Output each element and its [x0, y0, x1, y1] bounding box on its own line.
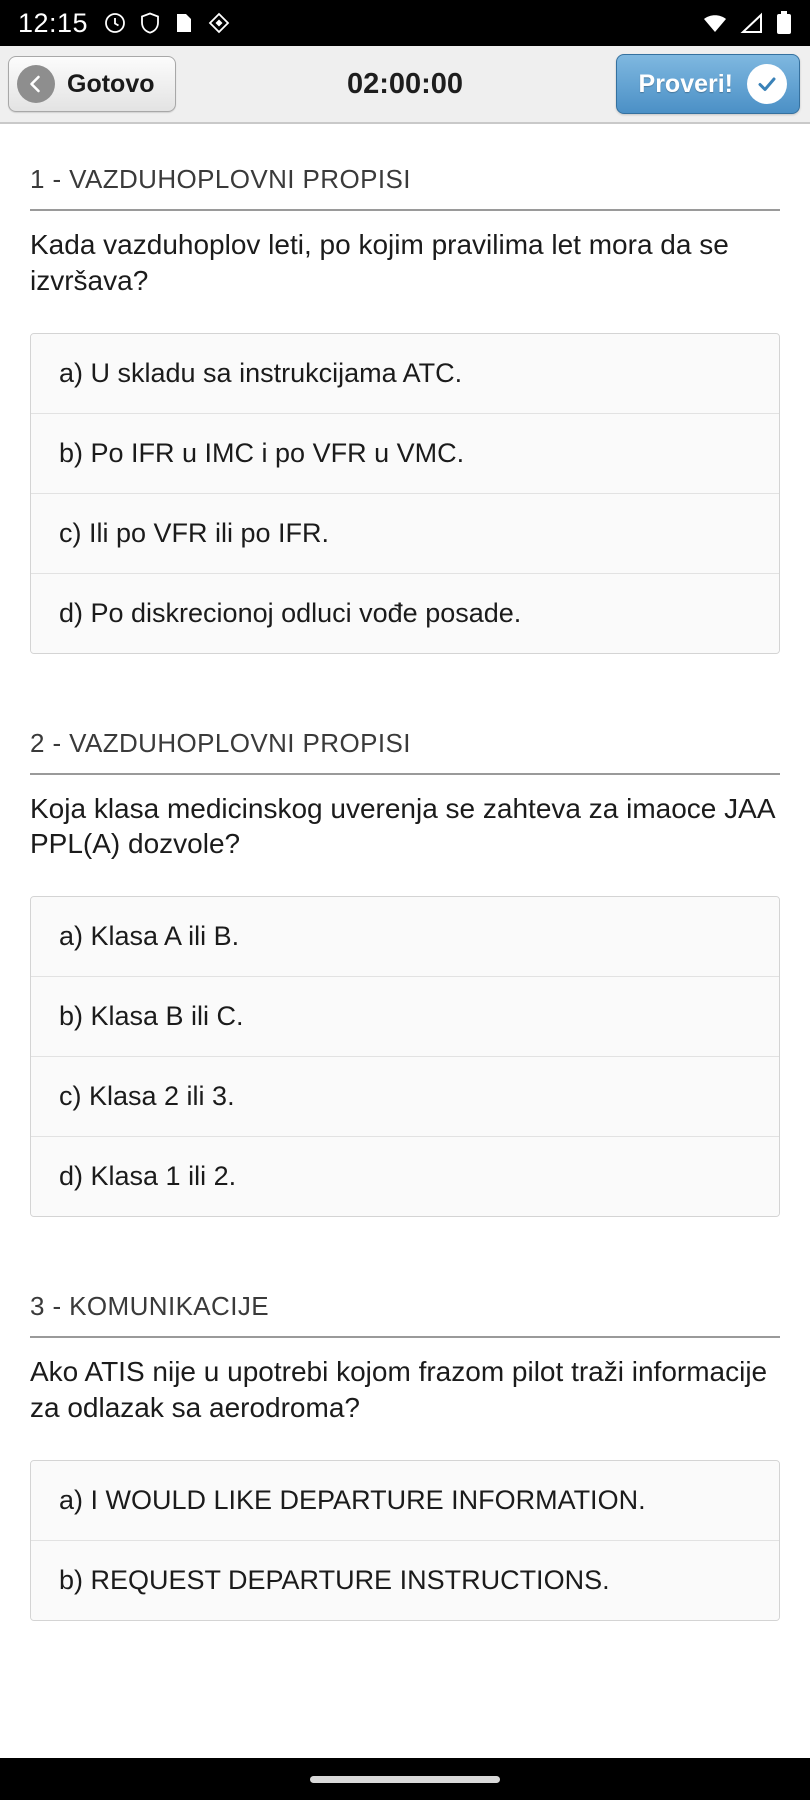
app-toolbar [0, 46, 810, 124]
question-header: 3 - KOMUNIKACIJE [30, 1291, 780, 1338]
question-block [30, 164, 780, 654]
question-block [30, 1291, 780, 1621]
answer-option[interactable]: a) I WOULD LIKE DEPARTURE INFORMATION. [31, 1461, 779, 1541]
exam-timer: 02:00:00 [346, 67, 464, 100]
arrow-left-icon [17, 65, 55, 103]
answer-option[interactable]: d) Po diskrecionoj odluci vođe posade. [31, 574, 779, 653]
question-text: Kada vazduhoplov leti, po kojim pravilima let mora da se izvršava? [30, 229, 729, 296]
status-bar [0, 0, 810, 46]
signal-icon [740, 12, 764, 34]
question-header: 1 - VAZDUHOPLOVNI PROPISI [30, 164, 780, 211]
status-right-icons [702, 11, 792, 35]
checkmark-icon [747, 64, 787, 104]
question-header: 2 - VAZDUHOPLOVNI PROPISI [30, 728, 780, 775]
answer-options[interactable] [30, 896, 780, 1217]
answer-option[interactable]: d) Klasa 1 ili 2. [31, 1137, 779, 1216]
section-spacer [30, 672, 780, 728]
check-button-label: Proveri! [638, 69, 733, 98]
section-spacer [30, 1235, 780, 1291]
home-gesture-pill[interactable] [310, 1776, 500, 1783]
question-text: Koja klasa medicinskog uverenja se zahteva za imaoce JAA PPL(A) dozvole? [30, 792, 774, 860]
shield-icon [140, 12, 160, 34]
status-clock: 12:15 [18, 7, 89, 38]
answer-options[interactable] [30, 333, 780, 654]
done-button-label: Gotovo [67, 69, 155, 98]
diamond-icon [208, 12, 230, 34]
answer-options[interactable] [30, 1460, 780, 1621]
check-button[interactable] [616, 54, 800, 114]
status-left-icons [104, 12, 230, 34]
battery-icon [776, 11, 792, 35]
questions-list[interactable] [0, 124, 810, 1758]
done-button[interactable] [8, 56, 176, 112]
wifi-icon [702, 12, 728, 34]
answer-option[interactable]: b) REQUEST DEPARTURE INSTRUCTIONS. [31, 1541, 779, 1620]
answer-option[interactable]: a) Klasa A ili B. [31, 897, 779, 977]
question-block [30, 728, 780, 1218]
answer-option[interactable]: b) Klasa B ili C. [31, 977, 779, 1057]
answer-option[interactable]: b) Po IFR u IMC i po VFR u VMC. [31, 414, 779, 494]
system-navigation-bar [0, 1758, 810, 1800]
answer-option[interactable]: c) Klasa 2 ili 3. [31, 1057, 779, 1137]
question-text: Ako ATIS nije u upotrebi kojom frazom pilot traži informacije za odlazak sa aerodroma? [30, 1356, 768, 1424]
answer-option[interactable]: a) U skladu sa instrukcijama ATC. [31, 334, 779, 414]
clock-icon [104, 12, 126, 34]
sdcard-icon [174, 12, 194, 34]
answer-option[interactable]: c) Ili po VFR ili po IFR. [31, 494, 779, 574]
